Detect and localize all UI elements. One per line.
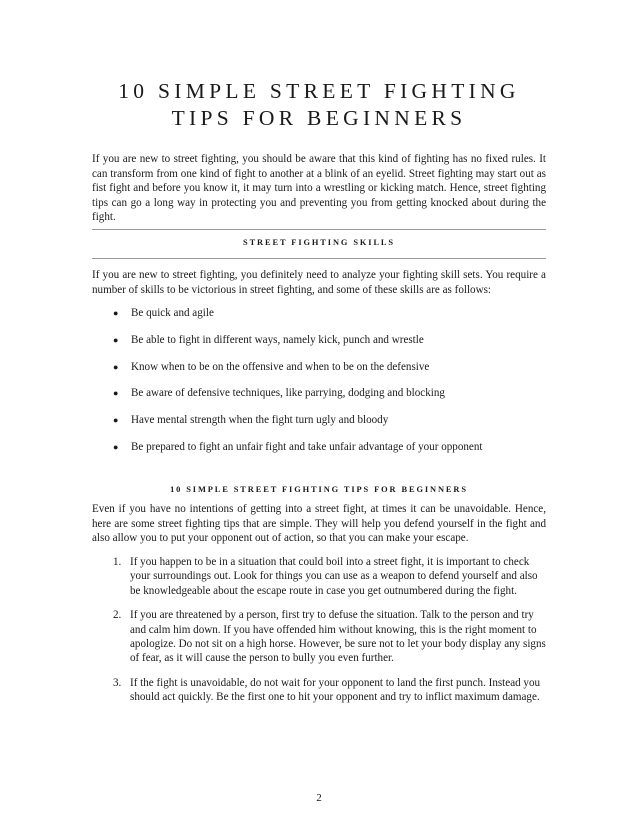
bullet-dot-icon: ● xyxy=(113,361,119,372)
item-number: 1. xyxy=(113,556,122,568)
title-line-2: TIPS FOR BEGINNERS xyxy=(171,106,467,130)
intro-paragraph: If you are new to street fighting, you should be aware that this kind of fighting has no fixed rules. It can transform from one kind of fight to another at a blink of an eyelid. Street fighting may start out as fist fight and before you know it, it may turn into a wrestling or kicking match. Hence, street fighting tips can go a long way in protecting you and preventing you from getting knocked about during the fight. xyxy=(92,153,546,224)
bullet-dot-icon: ● xyxy=(113,415,119,426)
section-divider-top xyxy=(92,229,546,230)
bullet-item xyxy=(113,413,546,440)
numbered-item xyxy=(113,555,546,598)
bullet-dot-icon: ● xyxy=(113,308,119,318)
bullet-item xyxy=(113,440,546,467)
numbered-item xyxy=(113,608,546,665)
bullet-item xyxy=(113,306,546,333)
bullet-item xyxy=(113,333,546,360)
skills-bullet-list xyxy=(113,306,546,467)
bullet-text: Be quick and agile xyxy=(131,307,214,319)
item-number: 3. xyxy=(113,677,122,690)
bullet-dot-icon: ● xyxy=(113,441,119,452)
bullet-dot-icon: ● xyxy=(113,388,119,399)
page-title xyxy=(60,78,578,132)
numbered-item xyxy=(113,676,546,705)
item-number: 2. xyxy=(113,609,122,622)
item-text: If you are threatened by a person, first try to defuse the situation. Talk to the person and try and calm him down. If you have offended him without knowing, this is the right moment to apologize. Do not sit on a high horse. However, be sure not to let your body display any signs of fear, as it will cause the person to bully you even further. xyxy=(130,609,546,665)
bullet-text: Be aware of defensive techniques, like parrying, dodging and blocking xyxy=(131,387,445,400)
item-text: If the fight is unavoidable, do not wait for your opponent to land the first punch. Instead you should act quickly. Be the first one to hit your opponent and try to inflict maximum damage. xyxy=(130,677,541,704)
skills-paragraph: If you are new to street fighting, you definitely need to analyze your fighting skill sets. You require a number of skills to be victorious in street fighting, and some of these skills are as follows: xyxy=(92,269,546,296)
bullet-text: Be able to fight in different ways, namely kick, punch and wrestle xyxy=(131,333,424,346)
bullet-item xyxy=(113,360,546,387)
page-number: 2 xyxy=(316,792,322,804)
bullet-text: Be prepared to fight an unfair fight and take unfair advantage of your opponent xyxy=(131,440,483,453)
skills-section-heading: STREET FIGHTING SKILLS xyxy=(243,238,395,247)
bullet-text: Know when to be on the offensive and when to be on the defensive xyxy=(131,360,430,373)
section-divider-bottom xyxy=(92,258,546,259)
bullet-item xyxy=(113,386,546,413)
tips-numbered-list xyxy=(113,555,546,715)
item-text: If you happen to be in a situation that could boil into a street fight, it is important to check your surroundings out. Look for things you can use as a weapon to defend yourself and also be knowledgeable about the escape route in case you get outnumbered during the fight. xyxy=(130,556,538,597)
title-line-1: 10 SIMPLE STREET FIGHTING xyxy=(118,79,520,103)
tips-section-heading: 10 SIMPLE STREET FIGHTING TIPS FOR BEGINNERS xyxy=(170,485,468,494)
bullet-dot-icon: ● xyxy=(113,334,119,345)
bullet-text: Have mental strength when the fight turn ugly and bloody xyxy=(131,414,389,427)
tips-paragraph: Even if you have no intentions of getting into a street fight, at times it can be unavoidable. Hence, here are some street fighting tips that are simple. They will help you defend yourself in the fight and also allow you to put your opponent out of action, so that you can make your escape. xyxy=(92,503,546,545)
